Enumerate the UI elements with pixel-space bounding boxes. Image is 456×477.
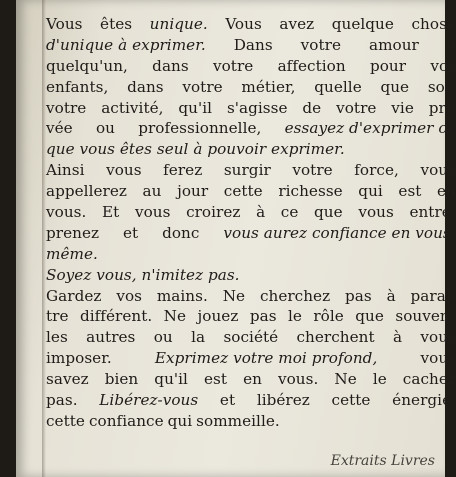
text: vous [134,203,171,222]
text-line [46,369,456,390]
text: rôle [313,307,344,326]
text: cherchent [296,328,375,347]
text: affection [277,56,346,75]
text: en [437,182,456,201]
text: à [446,35,456,54]
text: Dans [233,35,273,54]
italic-text: même. [46,244,98,263]
italic-text: d'unique à exprimer. [46,35,206,54]
text: pas. [46,391,78,410]
text-line [46,202,456,223]
text: vous [420,349,456,368]
text-line [46,348,456,369]
text: s'agisse [226,98,288,117]
text: le [372,370,387,389]
text: vos [116,286,142,305]
text: cette [46,411,85,430]
italic-text: Soyez vous, n'imitez pas. [46,265,240,284]
text: Ne [334,370,357,389]
text-line [46,56,456,77]
text: est [398,182,422,201]
text: Ainsi [46,161,85,180]
text-line [46,265,456,286]
text: richesse [278,182,343,201]
italic-text: que vous êtes seul à pouvoir exprimer. [46,140,345,159]
text-line [46,390,456,411]
text: et [122,223,139,242]
text: vie [391,98,414,117]
text: force, [354,161,399,180]
text-line [46,98,456,119]
text: prenez [46,223,100,242]
text: en [243,370,262,389]
text: vous [358,203,394,222]
text: imposer. [46,349,112,368]
text: que [314,203,343,222]
text: de [302,98,322,117]
text: votre [182,77,223,96]
text: jouez [197,307,239,326]
text-line [46,411,456,432]
italic-text: Exprimez votre moi profond, [154,349,378,368]
text: les [46,328,68,347]
text: et [219,391,236,410]
italic-text: essayez d'exprimer ce [284,119,456,138]
text: jour [177,182,209,201]
text: pas [249,307,277,326]
text: Vous [46,15,83,33]
text: qu'il [154,370,188,389]
text-line [46,327,456,348]
text: avez [279,15,315,33]
text: Gardez [46,286,102,305]
text-line [46,223,456,244]
text: quelqu'un, [46,56,128,75]
text: ce [280,203,299,222]
text-line [46,139,456,160]
text: métier, [241,77,296,96]
italic-text: vous aurez confiance en vous- [223,223,456,242]
text: dans [152,56,189,75]
text: cherchez [259,286,331,305]
text-line [46,35,456,56]
text: qu'il [178,98,213,117]
text: ou [95,119,115,138]
text: êtes [100,15,133,33]
text: est [203,370,228,389]
text: bien [104,370,139,389]
text: activité, [101,98,164,117]
text: donc [162,223,200,242]
italic-text: unique. [149,15,208,33]
text: professionnelle, [138,119,262,138]
text: vos [430,56,456,75]
text: à [386,286,396,305]
text: confiance [88,411,164,430]
text: qui [358,182,383,201]
text: la [191,328,206,347]
text: vous. [277,370,319,389]
text: ferez [163,161,203,180]
book-page [16,0,456,477]
text: à [256,203,266,222]
text: votre [292,161,333,180]
text: pour [369,56,407,75]
text: savez [46,370,89,389]
text: chose [411,15,456,33]
text-line [46,77,456,98]
text: vous [420,328,456,347]
text: cette [331,391,371,410]
text: vous [106,161,142,180]
text: votre [336,98,377,117]
text: qui [167,411,193,430]
text-line [46,14,456,35]
text-line [46,244,456,265]
text: cette [223,182,263,201]
text: énergie, [392,391,456,410]
text: pas [345,286,372,305]
text: dans [127,77,164,96]
watermark-signature: Extraits Livres [330,453,435,469]
text: au [142,182,162,201]
text: quelle [314,77,362,96]
text: que [380,77,410,96]
text-line [46,181,456,202]
text: que [355,307,384,326]
text: enfants, [46,77,109,96]
text: souvent [395,307,456,326]
text: différent. [79,307,153,326]
text: vous. [46,203,87,222]
text: quelque [331,15,394,33]
text: pri- [428,98,456,117]
text: surgir [223,161,271,180]
text: Vous [225,15,262,33]
text: vous [420,161,456,180]
text: mains. [156,286,208,305]
text: votre [300,35,341,54]
text: croirez [186,203,241,222]
text: votre [212,56,254,75]
text: amour [368,35,419,54]
text: ou [153,328,173,347]
text: cachez [402,370,456,389]
text: libérez [256,391,310,410]
text-line [46,286,456,307]
text: société [223,328,279,347]
text-line [46,118,456,139]
text: paraî- [410,286,456,305]
text: appellerez [46,182,127,201]
text: entre- [409,203,456,222]
body-text [46,14,456,432]
text: votre [46,98,87,117]
text: le [287,307,302,326]
text-line [46,306,456,327]
text: soit [427,77,456,96]
text: vée [46,119,73,138]
text: à [392,328,403,347]
text-line [46,160,456,181]
text: Et [102,203,120,222]
text: tre [46,307,69,326]
italic-text: Libérez-vous [99,391,199,410]
text: sommeille. [196,411,280,430]
text: Ne [222,286,246,305]
text: autres [86,328,136,347]
text: Ne [163,307,187,326]
